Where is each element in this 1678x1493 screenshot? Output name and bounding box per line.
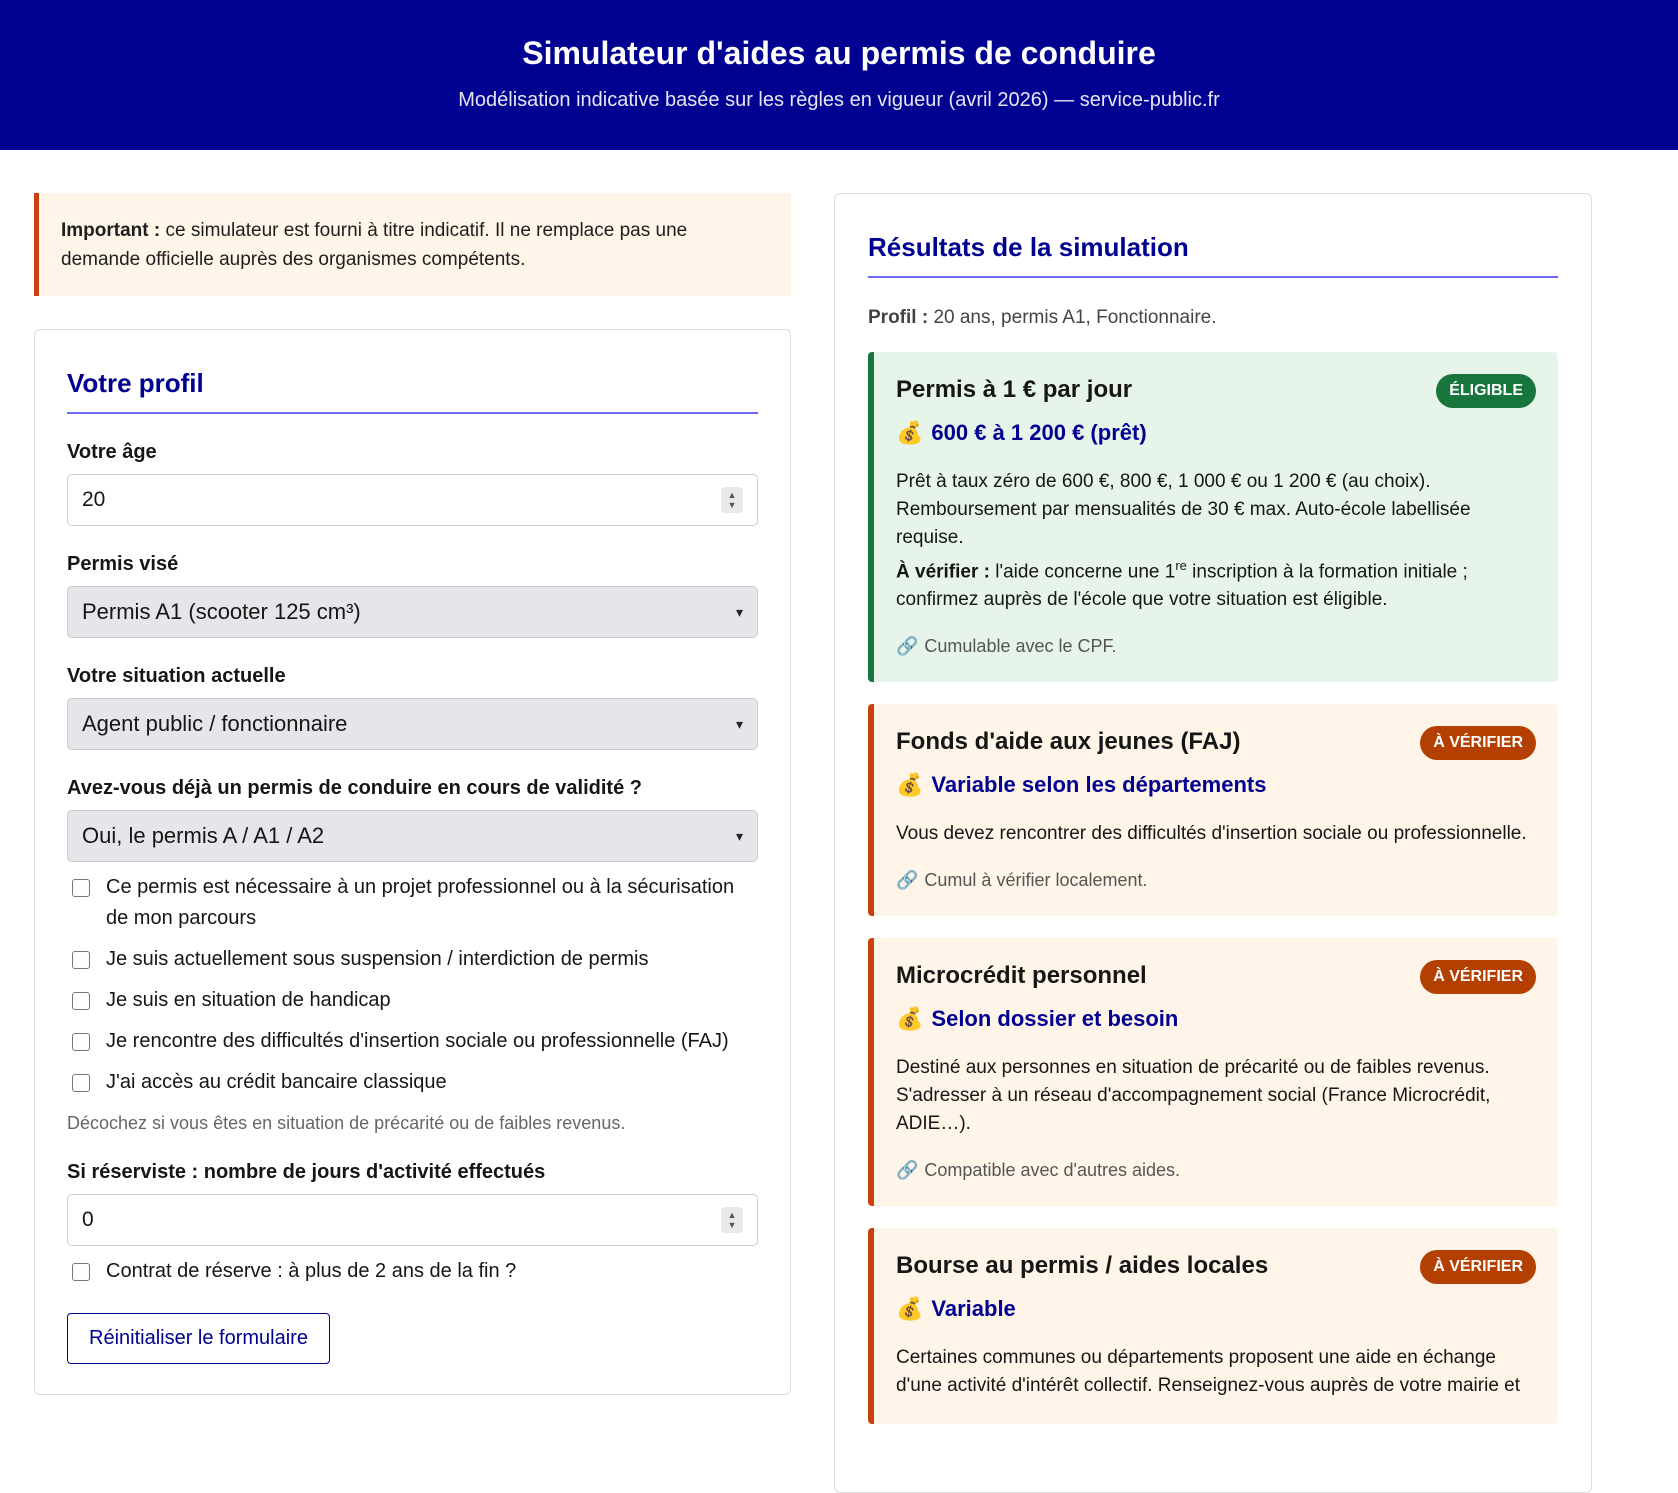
checkbox-label: Contrat de réserve : à plus de 2 ans de la fin ? (106, 1260, 517, 1282)
existing-permis-value: Oui, le permis A / A1 / A2 (82, 823, 325, 848)
aid-cumul (896, 868, 1536, 892)
money-bag-icon: 💰 (896, 772, 924, 798)
status-badge: À VÉRIFIER (1420, 726, 1536, 760)
checkbox-faj[interactable] (67, 1026, 758, 1057)
aid-card-permis-1-euro (868, 352, 1558, 682)
status-badge: À VÉRIFIER (1420, 960, 1536, 994)
aid-cumul (896, 1158, 1536, 1182)
aid-amount (896, 772, 1536, 798)
aid-cumul-text: Cumulable avec le CPF. (924, 636, 1117, 657)
number-spinner-icon[interactable]: ▲ ▼ (721, 1207, 743, 1233)
link-icon: 🔗 (896, 870, 919, 891)
money-bag-icon: 💰 (896, 420, 924, 445)
aid-title: Fonds d'aide aux jeunes (FAJ) (896, 728, 1241, 756)
permis-label: Permis visé (67, 553, 179, 575)
existing-permis-label: Avez-vous déjà un permis de conduire en cours de validité ? (67, 777, 642, 799)
checkbox-label: Je suis en situation de handicap (106, 989, 391, 1011)
situation-label: Votre situation actuelle (67, 665, 286, 687)
checkbox[interactable] (72, 879, 90, 897)
aid-card-faj (868, 704, 1558, 916)
checkbox[interactable] (72, 1033, 90, 1051)
money-bag-icon: 💰 (896, 1296, 924, 1322)
aid-amount (896, 1296, 1536, 1322)
chevron-down-icon: ▾ (735, 603, 743, 620)
reserve-value: 0 (82, 1208, 94, 1231)
checkbox-label: J'ai accès au crédit bancaire classique (106, 1071, 447, 1093)
age-input[interactable] (67, 474, 758, 526)
link-icon: 🔗 (896, 1160, 919, 1181)
verify-sup: re (1175, 558, 1187, 573)
aid-amount-text: Selon dossier et besoin (931, 1006, 1179, 1032)
checkbox[interactable] (72, 992, 90, 1010)
checkbox-label: Ce permis est nécessaire à un projet professionnel ou à la sécurisation de mon parcours (106, 876, 735, 929)
results-panel (834, 193, 1592, 1493)
status-badge: À VÉRIFIER (1420, 1250, 1536, 1284)
profile-summary-label: Profil : (868, 307, 929, 328)
verify-label: À vérifier : (896, 561, 990, 583)
page-subtitle: Modélisation indicative basée sur les règles en vigueur (avril 2026) — service-public.fr (458, 89, 1220, 111)
profile-form (34, 329, 791, 1395)
aid-title: Bourse au permis / aides locales (896, 1252, 1269, 1280)
aid-amount-text: Variable (931, 1296, 1016, 1322)
aid-description-text: Prêt à taux zéro de 600 €, 800 €, 1 000 € ou 1 200 € (au choix). Remboursement par mensualités de 30 € max. Auto-école labellisée requise. (896, 471, 1471, 548)
verify-text-pre: l'aide concerne une 1 (989, 561, 1176, 583)
aid-title: Permis à 1 € par jour (896, 376, 1133, 403)
reset-button[interactable]: Réinitialiser le formulaire (67, 1313, 330, 1364)
checkbox-suspension[interactable] (67, 944, 758, 975)
aid-description: Vous devez rencontrer des difficultés d'insertion sociale ou professionnelle. (896, 823, 1527, 845)
profile-title: Votre profil (67, 330, 758, 414)
situation-value: Agent public / fonctionnaire (82, 711, 348, 736)
aid-description: Certaines communes ou départements proposent une aide en échange d'une activité d'intérêt collectif. Renseignez-vous auprès de votre mairie et (896, 1347, 1521, 1397)
aid-amount (896, 420, 1536, 446)
results-title: Résultats de la simulation (868, 194, 1558, 278)
profile-summary-text: 20 ans, permis A1, Fonctionnaire. (928, 307, 1217, 328)
permis-select[interactable] (67, 586, 758, 638)
aid-cumul-text: Compatible avec d'autres aides. (924, 1160, 1180, 1181)
aid-amount (896, 1006, 1536, 1032)
permis-value: Permis A1 (scooter 125 cm³) (82, 599, 361, 624)
checkbox-projet-pro[interactable] (67, 872, 758, 934)
aid-description: Destiné aux personnes en situation de précarité ou de faibles revenus. S'adresser à un réseau d'accompagnement social (France Microcrédit, ADIE…). (896, 1057, 1491, 1135)
checkbox-label: Je rencontre des difficultés d'insertion sociale ou professionnelle (FAJ) (106, 1030, 729, 1052)
checkbox[interactable] (72, 1074, 90, 1092)
link-icon: 🔗 (896, 636, 919, 657)
checkbox[interactable] (72, 951, 90, 969)
results-profile (868, 306, 1558, 330)
aid-cumul (896, 634, 1536, 658)
aid-title: Microcrédit personnel (896, 962, 1147, 990)
notice-label: Important : (61, 220, 161, 241)
situation-select[interactable] (67, 698, 758, 750)
reserve-label: Si réserviste : nombre de jours d'activité effectués (67, 1161, 546, 1183)
checkbox-label: Je suis actuellement sous suspension / interdiction de permis (106, 948, 649, 970)
chevron-down-icon: ▾ (735, 827, 743, 844)
left-column (34, 193, 791, 1395)
reserve-days-input[interactable] (67, 1194, 758, 1246)
number-spinner-icon[interactable]: ▲ ▼ (721, 487, 743, 513)
page-header (0, 0, 1678, 150)
aid-card-bourse (868, 1228, 1558, 1424)
notice-text: ce simulateur est fourni à titre indicatif. Il ne remplace pas une demande officielle auprès des organismes compétents. (61, 220, 688, 270)
aid-cumul-text: Cumul à vérifier localement. (924, 870, 1148, 891)
aid-amount-text: 600 € à 1 200 € (prêt) (931, 420, 1147, 445)
existing-permis-select[interactable] (67, 810, 758, 862)
checkbox[interactable] (72, 1263, 90, 1281)
checkbox-reserve-contract[interactable] (67, 1256, 758, 1287)
checkbox-handicap[interactable] (67, 985, 758, 1016)
important-notice (34, 193, 791, 296)
aid-amount-text: Variable selon les départements (931, 772, 1267, 798)
aid-description (896, 468, 1536, 614)
money-bag-icon: 💰 (896, 1006, 924, 1032)
verify-text-post: inscription à la formation initiale ; confirmez auprès de l'école que votre situation est éligible. (896, 561, 1468, 611)
chevron-down-icon: ▾ (735, 715, 743, 732)
credit-hint: Décochez si vous êtes en situation de précarité ou de faibles revenus. (67, 1113, 626, 1133)
age-label: Votre âge (67, 441, 157, 463)
status-badge: ÉLIGIBLE (1436, 374, 1536, 408)
checkbox-credit[interactable] (67, 1067, 758, 1098)
aid-card-microcredit (868, 938, 1558, 1206)
age-value: 20 (82, 488, 106, 511)
page-title: Simulateur d'aides au permis de conduire (522, 35, 1156, 71)
